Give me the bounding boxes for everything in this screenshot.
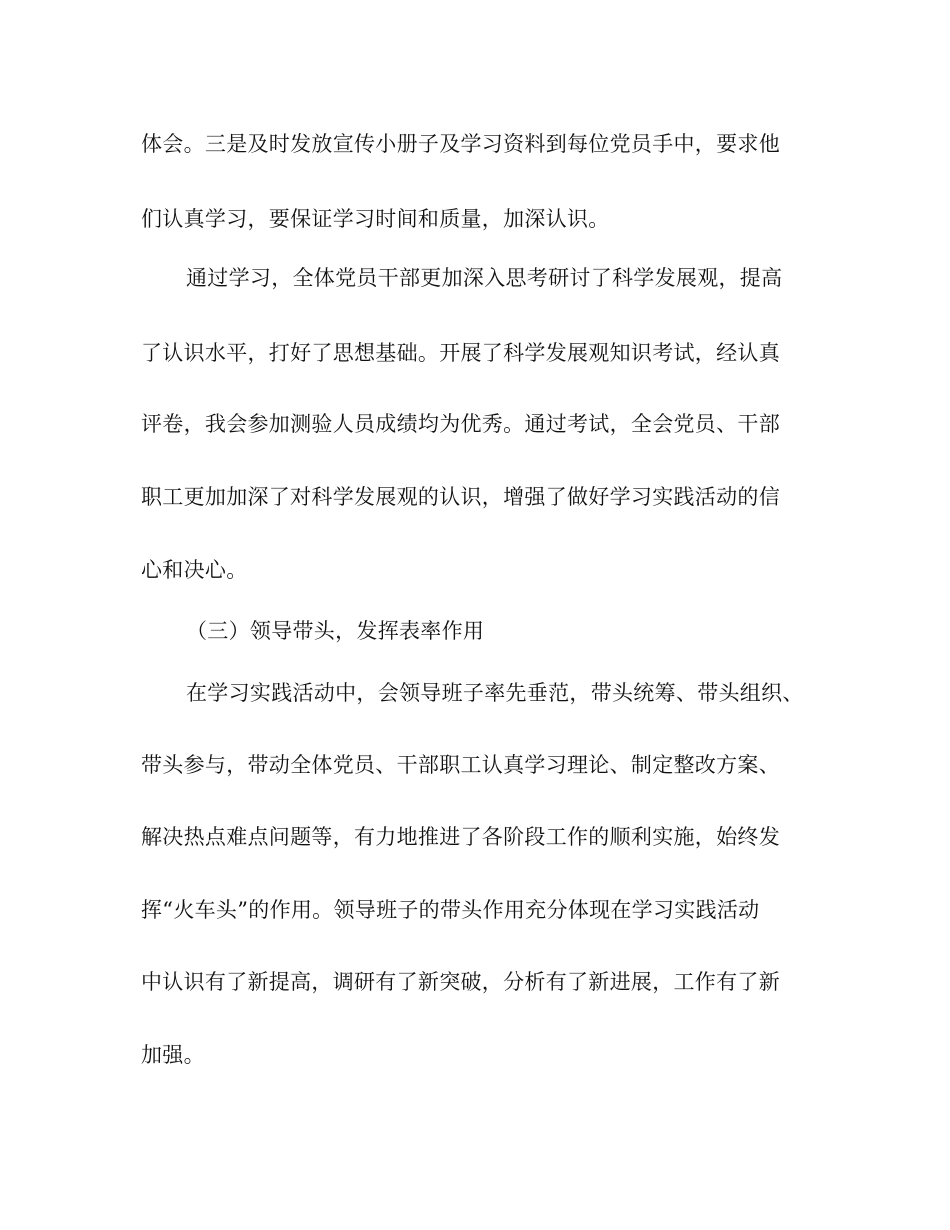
- paragraph-1-line-1: 体会。三是及时发放宣传小册子及学习资料到每位党员手中，要求他: [141, 132, 780, 156]
- paragraph-3-line-5: 中认识有了新提高，调研有了新突破，分析有了新进展，工作有了新: [141, 970, 780, 994]
- paragraph-2-line-2: 了认识水平，打好了思想基础。开展了科学发展观知识考试，经认真: [141, 341, 780, 365]
- paragraph-2-line-1: 通过学习，全体党员干部更加深入思考研讨了科学发展观，提高: [186, 266, 783, 290]
- paragraph-2-line-4: 职工更加加深了对科学发展观的认识，增强了做好学习实践活动的信: [141, 485, 780, 509]
- section-heading: （三）领导带头，发挥表率作用: [186, 619, 485, 643]
- paragraph-3-line-4: 挥“火车头”的作用。领导班子的带头作用充分体现在学习实践活动: [141, 898, 760, 922]
- paragraph-1-line-2: 们认真学习，要保证学习时间和质量，加深认识。: [141, 207, 610, 231]
- paragraph-3-line-6: 加强。: [141, 1043, 205, 1067]
- paragraph-2-line-3: 评卷，我会参加测验人员成绩均为优秀。通过考试，全会党员、干部: [141, 412, 780, 436]
- paragraph-3-line-1: 在学习实践活动中，会领导班子率先垂范，带头统筹、带头组织、: [186, 681, 804, 705]
- paragraph-3-line-2: 带头参与，带动全体党员、干部职工认真学习理论、制定整改方案、: [141, 753, 780, 777]
- paragraph-3-line-3: 解决热点难点问题等，有力地推进了各阶段工作的顺利实施，始终发: [141, 825, 780, 849]
- paragraph-2-line-5: 心和决心。: [141, 558, 248, 582]
